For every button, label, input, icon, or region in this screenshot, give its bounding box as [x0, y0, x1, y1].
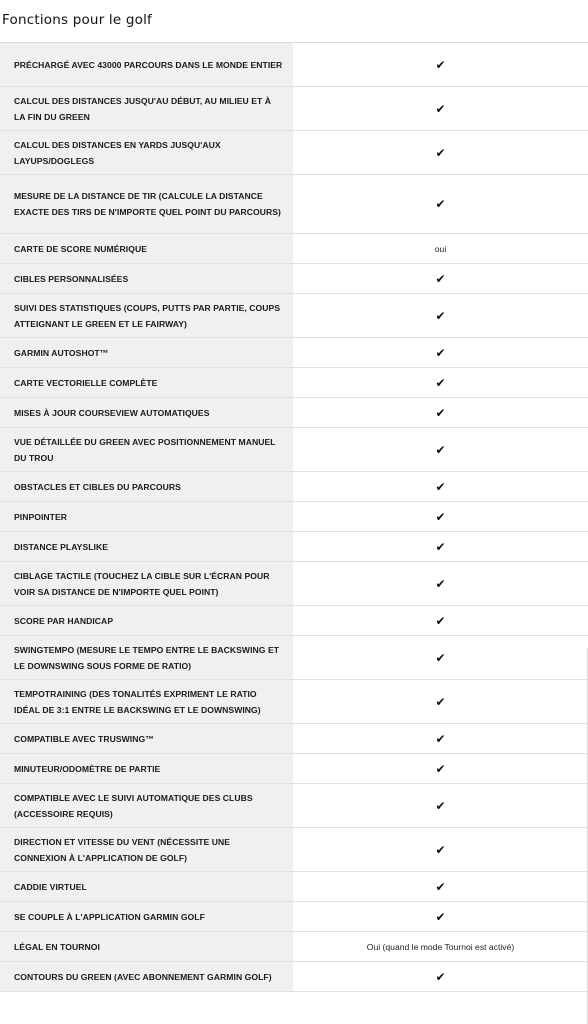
feature-label: PRÉCHARGÉ AVEC 43000 PARCOURS DANS LE MONDE ENTIER	[0, 43, 293, 86]
check-icon: ✔	[435, 576, 446, 591]
table-row	[0, 532, 588, 562]
check-icon: ✔	[435, 842, 446, 857]
feature-label: PINPOINTER	[0, 502, 293, 531]
feature-value-check	[293, 131, 588, 174]
feature-label: COMPATIBLE AVEC TRUSWING™	[0, 724, 293, 753]
feature-value-check	[293, 754, 588, 783]
feature-value-check	[293, 680, 588, 723]
table-row	[0, 294, 588, 338]
feature-label: MINUTEUR/ODOMÈTRE DE PARTIE	[0, 754, 293, 783]
check-icon: ✔	[435, 345, 446, 360]
value-text: Oui (quand le mode Tournoi est activé)	[366, 941, 515, 952]
feature-label: DISTANCE PLAYSLIKE	[0, 532, 293, 561]
feature-label: CADDIE VIRTUEL	[0, 872, 293, 901]
feature-value-check	[293, 398, 588, 427]
feature-value-check	[293, 872, 588, 901]
check-icon: ✔	[435, 650, 446, 665]
feature-label: SUIVI DES STATISTIQUES (COUPS, PUTTS PAR PARTIE, COUPS ATTEIGNANT LE GREEN ET LE FAIRWAY)	[0, 294, 293, 337]
feature-value-check	[293, 175, 588, 233]
feature-label: CALCUL DES DISTANCES EN YARDS JUSQU'AUX LAYUPS/DOGLEGS	[0, 131, 293, 174]
feature-label: COMPATIBLE AVEC LE SUIVI AUTOMATIQUE DES CLUBS (ACCESSOIRE REQUIS)	[0, 784, 293, 827]
feature-label: CIBLES PERSONNALISÉES	[0, 264, 293, 293]
check-icon: ✔	[435, 197, 446, 211]
check-icon: ✔	[435, 761, 446, 776]
value-text: oui	[434, 243, 447, 254]
table-row	[0, 784, 588, 828]
table-row	[0, 87, 588, 131]
check-icon: ✔	[435, 271, 446, 286]
table-row	[0, 932, 588, 962]
check-icon: ✔	[435, 969, 446, 984]
feature-value-check	[293, 264, 588, 293]
check-icon: ✔	[435, 479, 446, 494]
feature-value-text	[293, 234, 588, 263]
feature-value-check	[293, 502, 588, 531]
check-icon: ✔	[435, 613, 446, 628]
table-row	[0, 502, 588, 532]
feature-value-check	[293, 562, 588, 605]
feature-value-check	[293, 784, 588, 827]
feature-value-check	[293, 428, 588, 471]
feature-value-check	[293, 636, 588, 679]
check-icon: ✔	[435, 375, 446, 390]
check-icon: ✔	[435, 909, 446, 924]
feature-label: MESURE DE LA DISTANCE DE TIR (CALCULE LA DISTANCE EXACTE DES TIRS DE N'IMPORTE QUEL POINT DU PARCOURS)	[0, 175, 293, 233]
feature-value-check	[293, 294, 588, 337]
feature-label: TEMPOTRAINING (DES TONALITÉS EXPRIMENT LE RATIO IDÉAL DE 3:1 ENTRE LE BACKSWING ET LE DOWNSWING)	[0, 680, 293, 723]
feature-value-check	[293, 532, 588, 561]
table-row	[0, 636, 588, 680]
feature-label: CARTE DE SCORE NUMÉRIQUE	[0, 234, 293, 263]
table-row	[0, 234, 588, 264]
feature-label: CALCUL DES DISTANCES JUSQU'AU DÉBUT, AU MILIEU ET À LA FIN DU GREEN	[0, 87, 293, 130]
table-row	[0, 398, 588, 428]
feature-label: SCORE PAR HANDICAP	[0, 606, 293, 635]
feature-label: SE COUPLE À L'APPLICATION GARMIN GOLF	[0, 902, 293, 931]
feature-value-check	[293, 472, 588, 501]
table-row	[0, 131, 588, 175]
table-row	[0, 562, 588, 606]
feature-label: DIRECTION ET VITESSE DU VENT (NÉCESSITE UNE CONNEXION À L'APPLICATION DE GOLF)	[0, 828, 293, 871]
feature-label: LÉGAL EN TOURNOI	[0, 932, 293, 961]
feature-value-check	[293, 87, 588, 130]
check-icon: ✔	[435, 308, 446, 323]
feature-label: CONTOURS DU GREEN (AVEC ABONNEMENT GARMIN GOLF)	[0, 962, 293, 991]
feature-label: SWINGTEMPO (MESURE LE TEMPO ENTRE LE BACKSWING ET LE DOWNSWING SOUS FORME DE RATIO)	[0, 636, 293, 679]
check-icon: ✔	[435, 57, 446, 72]
feature-value-text	[293, 932, 588, 961]
feature-value-check	[293, 338, 588, 367]
table-row	[0, 338, 588, 368]
feature-label: MISES À JOUR COURSEVIEW AUTOMATIQUES	[0, 398, 293, 427]
check-icon: ✔	[435, 405, 446, 420]
section-title: Fonctions pour le golf	[2, 12, 153, 28]
check-icon: ✔	[435, 879, 446, 894]
table-row	[0, 962, 588, 992]
check-icon: ✔	[435, 442, 446, 457]
table-row	[0, 606, 588, 636]
check-icon: ✔	[435, 101, 446, 116]
check-icon: ✔	[435, 798, 446, 813]
table-row	[0, 43, 588, 87]
table-row	[0, 902, 588, 932]
feature-label: CIBLAGE TACTILE (TOUCHEZ LA CIBLE SUR L'ÉCRAN POUR VOIR SA DISTANCE DE N'IMPORTE QUEL POINT)	[0, 562, 293, 605]
feature-value-check	[293, 606, 588, 635]
table-row	[0, 754, 588, 784]
table-row	[0, 175, 588, 234]
feature-label: CARTE VECTORIELLE COMPLÈTE	[0, 368, 293, 397]
feature-value-check	[293, 368, 588, 397]
check-icon: ✔	[435, 509, 446, 524]
feature-value-check	[293, 902, 588, 931]
check-icon: ✔	[435, 694, 446, 709]
table-row	[0, 680, 588, 724]
table-row	[0, 828, 588, 872]
feature-value-check	[293, 962, 588, 991]
check-icon: ✔	[435, 539, 446, 554]
table-row	[0, 472, 588, 502]
feature-value-check	[293, 724, 588, 753]
check-icon: ✔	[435, 731, 446, 746]
feature-label: GARMIN AUTOSHOT™	[0, 338, 293, 367]
table-row	[0, 428, 588, 472]
feature-label: VUE DÉTAILLÉE DU GREEN AVEC POSITIONNEMENT MANUEL DU TROU	[0, 428, 293, 471]
table-row	[0, 368, 588, 398]
feature-value-check	[293, 43, 588, 86]
table-row	[0, 872, 588, 902]
table-row	[0, 724, 588, 754]
check-icon: ✔	[435, 145, 446, 160]
table-row	[0, 264, 588, 294]
feature-label: OBSTACLES ET CIBLES DU PARCOURS	[0, 472, 293, 501]
features-table	[0, 42, 588, 992]
feature-value-check	[293, 828, 588, 871]
